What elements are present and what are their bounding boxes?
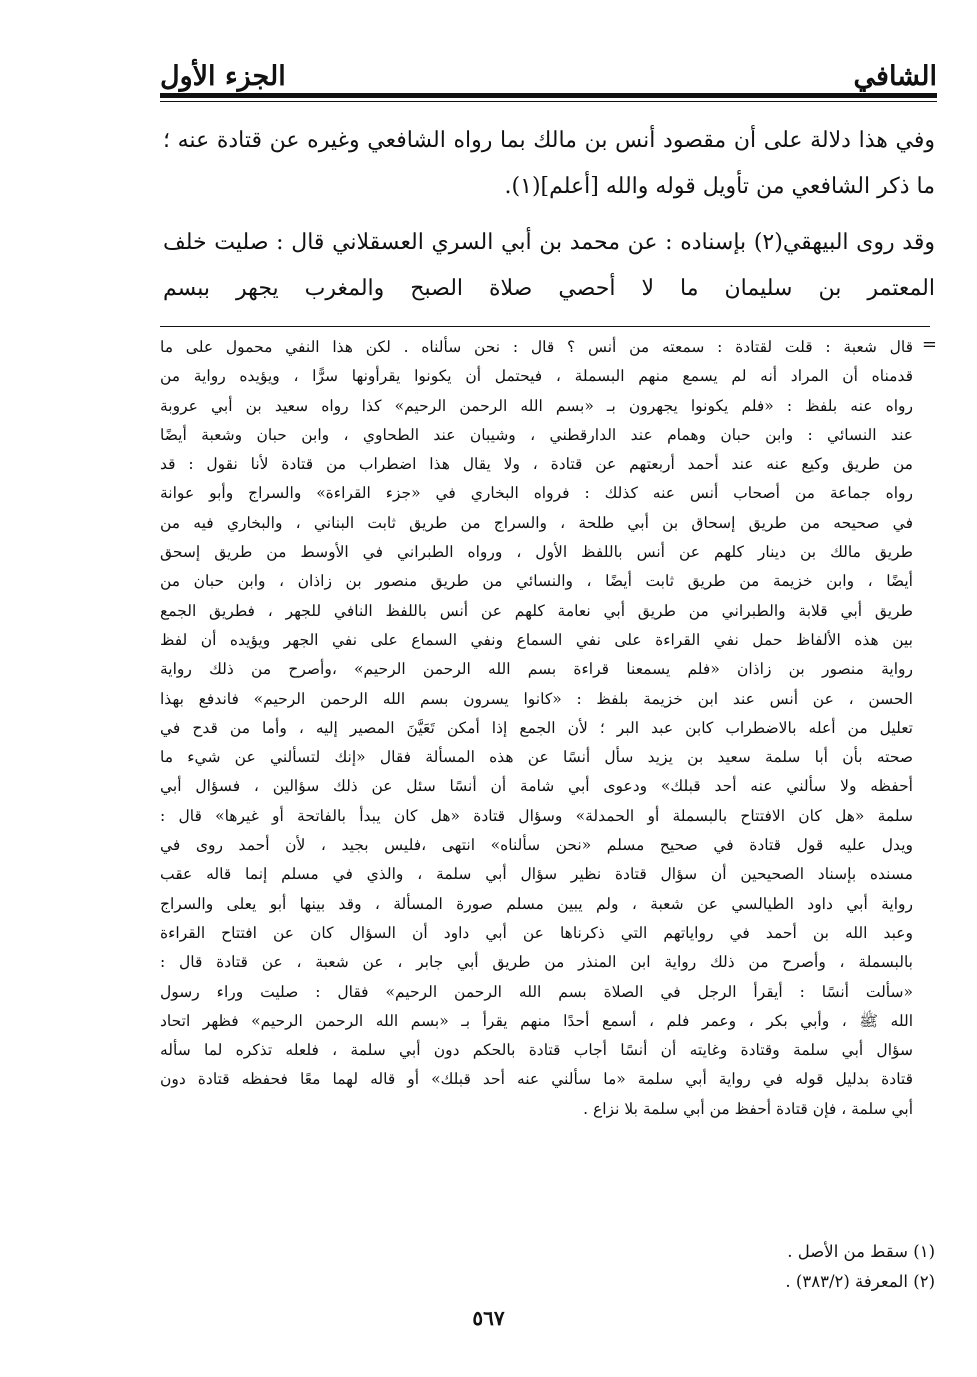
commentary-footnote bbox=[160, 333, 913, 1124]
page-number: ٥٦٧ bbox=[472, 1306, 505, 1330]
main-paragraph: وفي هذا دلالة على أن مقصود أنس بن مالك بما رواه الشافعي وغيره عن قتادة عنه ؛ ما ذكر الشافعي من تأويل قوله والله [أعلم](١). bbox=[163, 128, 935, 199]
commentary-line: الله ﷺ ، وأبي بكر ، وعمر فلم ، أسمع أحدًا منهم يقرأ بـ «بسم الله الرحمن الرحيم» فظهر اتحاد bbox=[160, 1011, 913, 1030]
continuation-mark: = bbox=[921, 334, 937, 355]
commentary-line: طريق أبي قلابة والطبراني من طريق أبي نعامة كلهم عن أنس باللفظ النافي للجهر ، فطريق الجمع bbox=[160, 601, 913, 620]
footnotes bbox=[160, 1237, 935, 1297]
commentary-line: بالبسملة ، وأصرح من ذلك رواية ابن المنذر من طريق أبي جابر ، عن شعبة ، عن قتادة قال : bbox=[160, 953, 913, 972]
footnote-2: (٢) المعرفة (٣٨٣/٢) . bbox=[785, 1272, 935, 1291]
commentary-line: تعليل من أعله بالاضطراب كابن عبد البر ؛ لأن الجمع إذا أمكن تَعَيَّنَ المصير إليه ، وأما من قدح في bbox=[160, 718, 913, 737]
commentary-line: ويدل عليه قول قتادة في صحيح مسلم «نحن سألناه» انتهى ،فليس بجيد ، لأن أحمد روى في bbox=[160, 836, 913, 855]
book-title: الشافي bbox=[853, 61, 937, 92]
commentary-line: قال شعبة : قلت لقتادة : سمعته من أنس ؟ قال : نحن سألناه . لكن هذا النفي محمول على ما bbox=[160, 338, 913, 356]
header-rule-thick bbox=[160, 93, 937, 98]
commentary-line: «سألت أنسًا : أيقرأ الرجل في الصلاة بسم الله الرحمن الرحيم» فقال : صليت وراء رسول bbox=[160, 982, 913, 1001]
commentary-line: وعبد الله بن أحمد في رواياتهم التي ذكرناها عن أبي داود أن السؤال كان عن افتتاح القراءة bbox=[160, 923, 913, 942]
commentary-line: صحته بأن أبا سلمة سعيد بن يزيد سأل أنسًا عن هذه المسألة فقال «إنك لتسألني عن شيء ما bbox=[160, 748, 913, 767]
commentary-line: الحسن ، عن أنس عند ابن خزيمة بلفظ : «كانوا يسرون بسم الله الرحمن الرحيم» فاندفع بهذا bbox=[160, 689, 913, 708]
running-head bbox=[160, 52, 937, 92]
commentary-line: من طريق وكيع عنه عند أحمد أربعتهم عن قتادة ، ولا يقال هذا اضطراب من قتادة لأنا نقول : قد bbox=[160, 455, 913, 474]
commentary-line: مسنده بإسناد الصحيحين أن سؤال قتادة نظير سؤال أبي سلمة ، والذي في مسلم إنما قاله عقب bbox=[160, 865, 913, 884]
main-text bbox=[163, 118, 935, 322]
commentary-line: قتادة بدليل قوله في رواية أبي سلمة «ما سألني عنه أحد قبلك» أو قاله لهما معًا فحفظه قتادة دون bbox=[160, 1070, 913, 1089]
commentary-line: عند النسائي : وابن حبان وهمام عند الدارقطني ، وشيبان عند الطحاوي ، وابن حبان وشعبة أيضًا bbox=[160, 425, 913, 444]
commentary-line: أيضًا ، وابن خزيمة من طريق ثابت أيضًا ، والنسائي من طريق منصور بن زاذان ، وابن حبان من bbox=[160, 572, 913, 591]
volume-title: الجزء الأول bbox=[160, 61, 286, 92]
commentary-line: رواية منصور بن زاذان «فلم يسمعنا قراءة بسم الله الرحمن الرحيم» ،وأصرح من ذلك رواية bbox=[160, 660, 913, 679]
header-rule-thin bbox=[160, 101, 937, 102]
commentary-line: قدمناه أن المراد أنه لم يسمع منهم البسملة ، فيحتمل أن يكونوا يقرأونها سرًّا ، ويؤيده رواية من bbox=[160, 367, 913, 386]
commentary-line: رواية أبي داود الطيالسي عن شعبة ، ولم يبين مسلم صورة المسألة ، وقد بينها أبو يعلى والسراج bbox=[160, 894, 913, 913]
commentary-line: رواه جماعة من أصحاب أنس عنه كذلك : فرواه البخاري في «جزء القراءة» والسراج وأبو عوانة bbox=[160, 484, 913, 503]
commentary-line: طريق مالك بن دينار كلهم عن أنس باللفظ الأول ، ورواه الطبراني في الأوسط من طريق إسحق bbox=[160, 543, 913, 562]
main-paragraph: وقد روى البيهقي(٢) بإسناده : عن محمد بن أبي السري العسقلاني قال : صليت خلف المعتمر بن سليمان ما لا أحصي صلاة الصبح والمغرب يجهر ببسم bbox=[163, 230, 935, 301]
commentary-line: سؤال أبي سلمة وقتادة وغايته أن أنسًا أجاب قتادة بالحكم دون أبي سلمة ، فلعله تذكره لما سأله bbox=[160, 1041, 913, 1060]
footnote-divider bbox=[160, 326, 930, 327]
commentary-line: في صحيحه من طريق إسحاق بن أبي طلحة ، والسراج من طريق ثابت البناني ، والبخاري فيه من bbox=[160, 513, 913, 532]
commentary-line: بين هذه الألفاظ حمل نفي القراءة على نفي السماع ونفي السماع على نفي الجهر ويؤيده أن لفظ bbox=[160, 630, 913, 649]
commentary-line: أبي سلمة ، فإن قتادة أحفظ من أبي سلمة بلا نزاع . bbox=[583, 1099, 913, 1118]
commentary-line: أحفظه ولا سألني عنه أحد قبلك» ودعوى أبي شامة أن أنسًا سئل عن ذلك سؤالين ، فسؤال أبي bbox=[160, 777, 913, 796]
footnote-1: (١) سقط من الأصل . bbox=[787, 1242, 935, 1261]
commentary-line: سلمة «هل كان الافتتاح بالبسملة أو الحمدلة» وسؤال قتادة «هل كان يبدأ بالفاتحة أو غيرها» قال : bbox=[160, 806, 913, 825]
commentary-line: رواه عنه بلفظ : «فلم يكونوا يجهرون بـ «بسم الله الرحمن الرحيم» كذا رواه سعيد بن أبي عروبة bbox=[160, 396, 913, 415]
